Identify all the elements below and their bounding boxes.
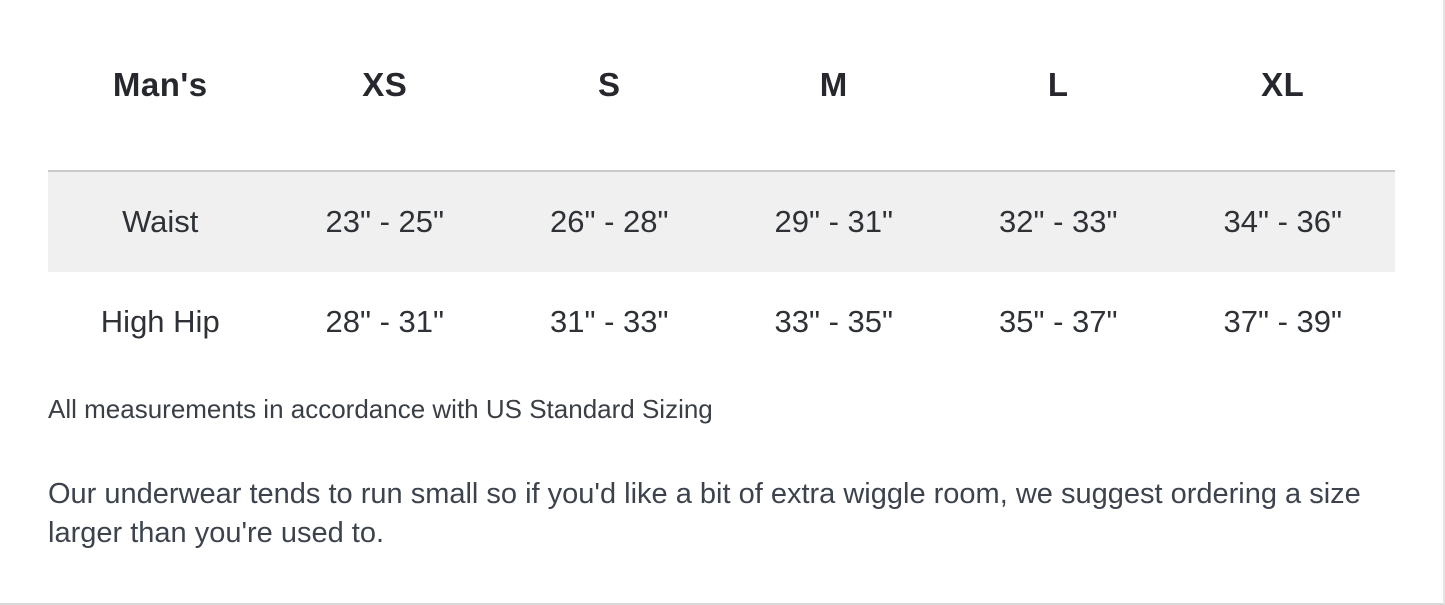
fit-advice-paragraph: Our underwear tends to run small so if you'd like a bit of extra wiggle room, we suggest ordering a size larger than you're used to. bbox=[48, 478, 1361, 549]
waist-xs-value: 23" - 25" bbox=[273, 171, 498, 272]
high-hip-s-value: 31" - 33" bbox=[549, 304, 669, 339]
table-row-high-hip bbox=[48, 272, 1395, 372]
column-header-s: S bbox=[597, 66, 621, 103]
size-chart-header-row bbox=[48, 0, 1395, 171]
waist-m-value: 29" - 31" bbox=[722, 171, 947, 272]
row-label-high-hip: High Hip bbox=[100, 304, 220, 339]
standard-sizing-note: All measurements in accordance with US Standard Sizing bbox=[48, 394, 713, 424]
high-hip-xs-value: 28" - 31" bbox=[325, 304, 445, 339]
row-label-waist: Waist bbox=[48, 171, 273, 272]
table-row-waist bbox=[48, 171, 1395, 272]
size-chart-section bbox=[48, 0, 1395, 372]
column-header-category: Man's bbox=[112, 66, 208, 103]
high-hip-m-value: 33" - 35" bbox=[774, 304, 894, 339]
column-header-xl: XL bbox=[1261, 66, 1305, 103]
waist-s-value: 26" - 28" bbox=[497, 171, 722, 272]
column-header-m: M bbox=[819, 66, 848, 103]
column-header-l: L bbox=[1047, 66, 1069, 103]
waist-l-value: 32" - 33" bbox=[946, 171, 1171, 272]
size-chart-table bbox=[48, 0, 1395, 372]
high-hip-xl-value: 37" - 39" bbox=[1223, 304, 1343, 339]
high-hip-l-value: 35" - 37" bbox=[998, 304, 1118, 339]
column-header-xs: XS bbox=[362, 66, 408, 103]
waist-xl-value: 34" - 36" bbox=[1171, 171, 1396, 272]
